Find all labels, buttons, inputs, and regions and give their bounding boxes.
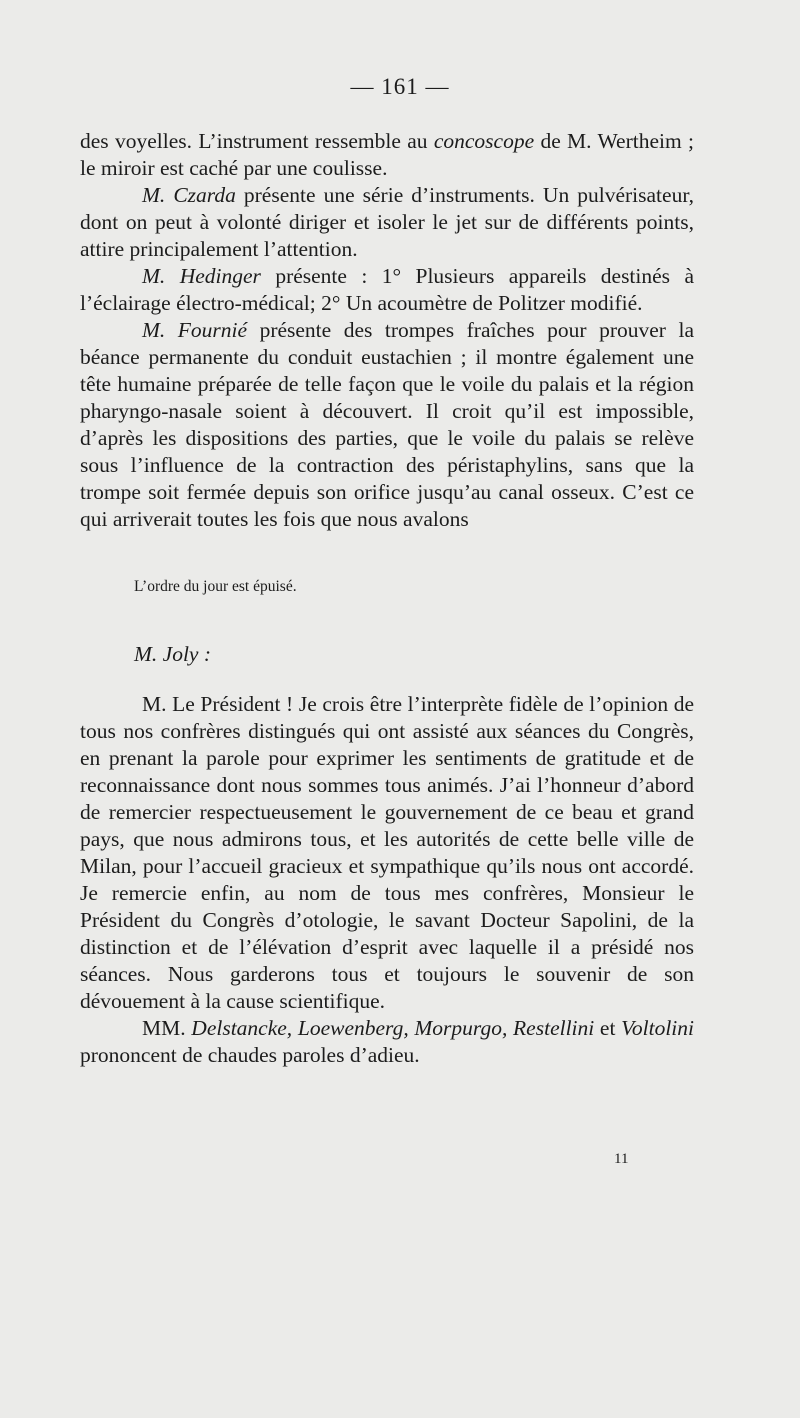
speaker-heading [134,641,694,668]
text-run: présente des trompes fraîches pour prouver la béance permanente du conduit eustachien ; il montre également une tête humaine préparée de telle façon que le voile du palais et la région pharyngo-nasale soient à découvert. Il croit qu’il est impossible, d’après les dispositions des parties, que le voile du palais se relève sous l’influence de la contraction des péristaphylins, sans que la trompe soit fermée depuis son orifice jusqu’au canal osseux. C’est ce qui arriverait toutes les fois que nous avalons [80,318,694,531]
italic-name: M. Czarda [142,183,236,207]
italic-term: concoscope [433,129,535,153]
italic-speaker: M. Joly : [134,642,212,666]
text-run: présente une série d’instruments. Un pulvérisateur, dont on peut à volonté diriger et isoler le jet sur de différents points, attire principalement l’attention. [80,183,694,261]
paragraph-hedinger [80,263,694,317]
signature-mark: 11 [614,1151,629,1167]
italic-names: Delstancke, Loewenberg, Morpurgo, Restellini [191,1016,595,1040]
paragraph-fournie [80,317,694,533]
text-run: MM. [142,1016,192,1040]
text-run: présente : 1° Plusieurs appareils destinés à l’éclairage électro-médical; 2° Un acoumètre de Politzer modifié. [80,264,694,315]
italic-name: M. Hedinger [142,264,261,288]
page-number: — 161 — [350,74,450,99]
italic-name: M. Fournié [142,318,248,342]
paragraph-voyelles [80,128,694,182]
body-text [80,128,694,1069]
text-run: et [594,1016,622,1040]
italic-name: Voltolini [621,1016,694,1040]
paragraph-adieu [80,1015,694,1069]
text-run: des voyelles. L’instrument ressemble au [80,129,434,153]
paragraph-joly-speech: M. Le Président ! Je crois être l’interprète fidèle de l’opinion de tous nos confrères distingués qui ont assisté aux séances du Congrès, en prenant la parole pour exprimer les sentiments de gratitude et de reconnaissance dont nous sommes tous animés. J’ai l’honneur d’abord de remercier respectueusement le gouvernement de ce beau et grand pays, que nous admirons tous, et les autorités de cette belle ville de Milan, pour l’accueil gracieux et sympathique qu’ils nous ont accordé. Je remercie enfin, au nom de tous mes confrères, Monsieur le Président du Congrès d’otologie, le savant Docteur Sapolini, de la distinction et de l’élévation d’esprit avec laquelle il a présidé nos séances. Nous garderons tous et toujours le souvenir de son dévouement à la cause scientifique. [80,692,694,1013]
agenda-note: L’ordre du jour est épuisé. [134,578,297,595]
text-run: de M. Wertheim ; le miroir est caché par une coulisse. [80,129,695,180]
text-run: prononcent de chaudes paroles d’adieu. [80,1043,420,1067]
paragraph-czarda [80,182,694,263]
